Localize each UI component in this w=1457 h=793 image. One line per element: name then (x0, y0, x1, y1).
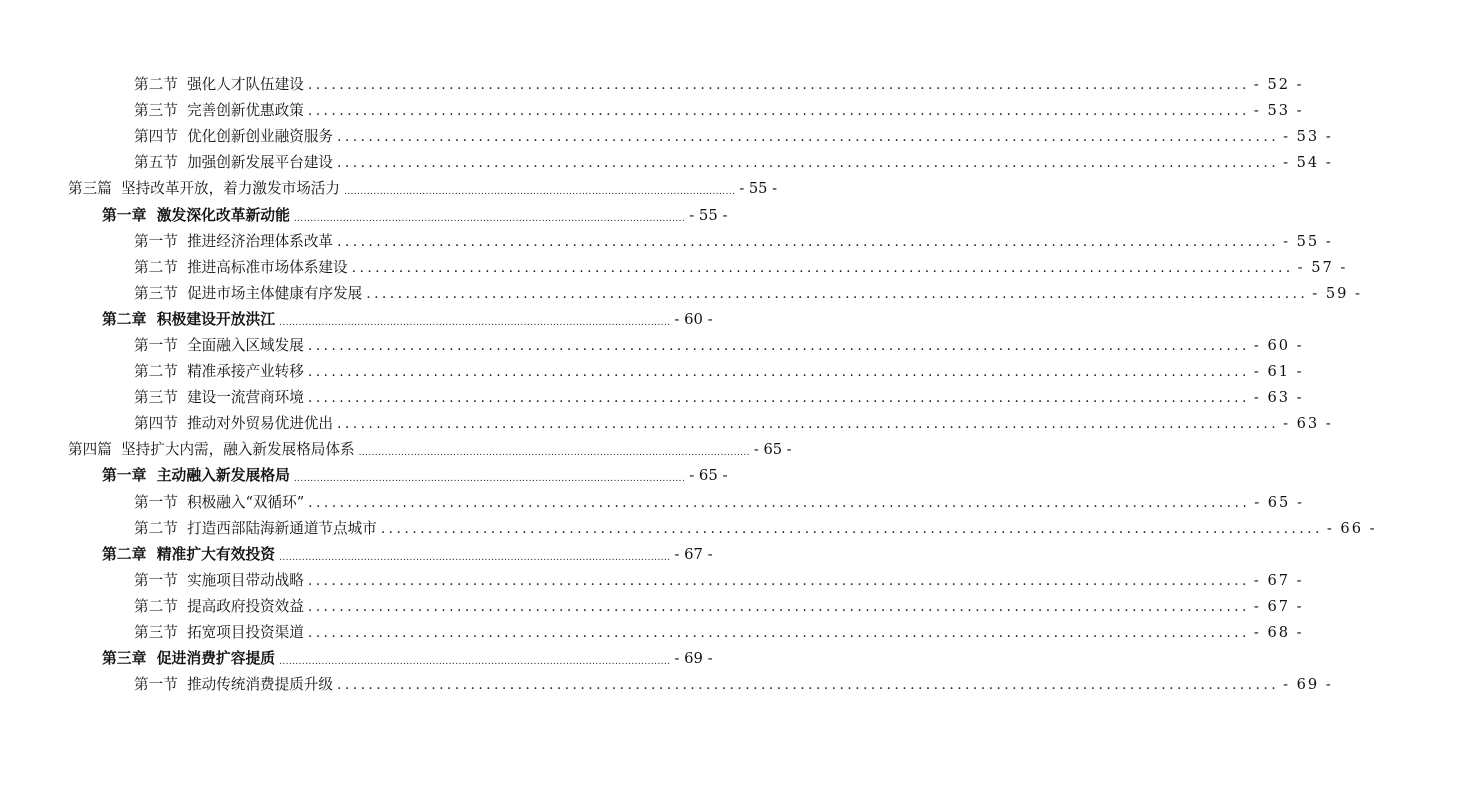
entry-label: 第一章 (102, 206, 147, 224)
entry-title: 坚持扩大内需，融入新发展格局体系 (121, 441, 355, 459)
page-number: - 66 - (1326, 519, 1377, 537)
dot-leader: ........................................................................................................................ (307, 625, 1250, 642)
page-number: - 55 - (1283, 232, 1333, 250)
page-number: - 53 - (1283, 128, 1333, 146)
toc-entry[interactable] (0, 516, 1377, 542)
page-number: - 55 - (739, 180, 778, 198)
toc-entry[interactable] (0, 307, 713, 333)
entry-title: 优化创新创业融资服务 (187, 128, 334, 146)
dot-leader: ........................................................................................................................ (307, 77, 1250, 94)
dot-leader: ........................................................................................................................ (358, 448, 750, 459)
entry-title: 提高政府投资效益 (187, 597, 304, 615)
dot-leader: ........................................................................................................................ (279, 552, 671, 563)
toc-entry[interactable] (0, 542, 713, 568)
toc-entry[interactable] (0, 411, 1333, 437)
entry-label: 第三节 (134, 624, 178, 642)
entry-label: 第二节 (134, 597, 178, 615)
entry-title: 促进消费扩容提质 (156, 650, 276, 668)
page-number: - 53 - (1253, 102, 1304, 120)
page-number: - 52 - (1253, 76, 1304, 94)
dot-leader: ........................................................................................................................ (293, 213, 686, 224)
entry-label: 第二节 (134, 363, 178, 381)
entry-title: 加强创新发展平台建设 (187, 154, 334, 172)
dot-leader: ........................................................................................................................ (293, 474, 686, 485)
entry-title: 拓宽项目投资渠道 (187, 624, 304, 642)
toc-entry[interactable] (0, 202, 728, 228)
toc-entry[interactable] (0, 150, 1333, 176)
entry-label: 第一节 (134, 493, 178, 511)
table-of-contents (0, 72, 1377, 698)
page-number: - 69 - (674, 650, 713, 668)
entry-title: 强化人才队伍建设 (187, 76, 304, 94)
entry-label: 第一章 (102, 467, 147, 485)
entry-title: 全面融入区域发展 (187, 336, 304, 354)
toc-entry[interactable] (0, 255, 1348, 281)
toc-entry[interactable] (0, 385, 1304, 411)
dot-leader: ........................................................................................................................ (337, 155, 1280, 172)
page-number: - 65 - (753, 441, 792, 459)
entry-label: 第二章 (102, 545, 147, 563)
dot-leader: ........................................................................................................................ (344, 187, 736, 198)
entry-label: 第三篇 (68, 180, 112, 198)
dot-leader: ........................................................................................................................ (337, 677, 1280, 694)
dot-leader: ........................................................................................................................ (308, 494, 1251, 511)
toc-entry[interactable] (0, 568, 1304, 594)
page-number: - 61 - (1253, 363, 1304, 381)
entry-title: 坚持改革开放，着力激发市场活力 (121, 180, 340, 198)
entry-title: 积极融入“双循环” (187, 493, 305, 511)
dot-leader: ........................................................................................................................ (307, 337, 1250, 354)
entry-label: 第二节 (134, 76, 178, 94)
toc-entry[interactable] (0, 359, 1304, 385)
entry-title: 实施项目带动战略 (187, 571, 304, 589)
entry-label: 第四篇 (68, 441, 112, 459)
toc-entry[interactable] (0, 98, 1304, 124)
toc-entry[interactable] (0, 437, 792, 463)
entry-label: 第二章 (102, 310, 147, 328)
page-number: - 59 - (1312, 284, 1362, 302)
toc-entry[interactable] (0, 463, 728, 489)
toc-entry[interactable] (0, 72, 1304, 98)
dot-leader: ........................................................................................................................ (337, 233, 1280, 250)
page-number: - 65 - (689, 467, 728, 485)
dot-leader: ........................................................................................................................ (307, 572, 1250, 589)
entry-title: 建设一流营商环境 (187, 389, 304, 407)
page-number: - 63 - (1253, 389, 1304, 407)
entry-title: 促进市场主体健康有序发展 (187, 284, 363, 302)
entry-title: 推进高标准市场体系建设 (187, 258, 348, 276)
dot-leader: ........................................................................................................................ (337, 416, 1280, 433)
entry-label: 第一节 (134, 232, 178, 250)
entry-label: 第五节 (134, 154, 178, 172)
entry-label: 第一节 (134, 676, 178, 694)
dot-leader: ........................................................................................................................ (351, 259, 1294, 276)
page-number: - 69 - (1283, 676, 1333, 694)
toc-entry[interactable] (0, 594, 1304, 620)
entry-label: 第三章 (102, 650, 147, 668)
entry-label: 第二节 (134, 258, 178, 276)
page-number: - 63 - (1283, 415, 1333, 433)
page-number: - 60 - (1253, 336, 1304, 354)
page-number: - 68 - (1253, 624, 1304, 642)
dot-leader: ........................................................................................................................ (307, 390, 1250, 407)
toc-entry[interactable] (0, 176, 778, 202)
entry-title: 推动传统消费提质升级 (187, 676, 334, 694)
entry-label: 第一节 (134, 336, 178, 354)
entry-label: 第二节 (134, 519, 178, 537)
toc-entry[interactable] (0, 620, 1304, 646)
page-number: - 54 - (1283, 154, 1333, 172)
entry-label: 第三节 (134, 389, 178, 407)
page-number: - 67 - (1253, 571, 1304, 589)
entry-label: 第三节 (134, 102, 178, 120)
toc-entry[interactable] (0, 281, 1362, 307)
toc-entry[interactable] (0, 124, 1333, 150)
entry-title: 推进经济治理体系改革 (187, 232, 334, 250)
entry-title: 精准扩大有效投资 (156, 545, 276, 563)
page-number: - 65 - (1254, 493, 1304, 511)
entry-title: 打造西部陆海新通道节点城市 (187, 519, 377, 537)
entry-title: 激发深化改革新动能 (156, 206, 290, 224)
dot-leader: ........................................................................................................................ (307, 364, 1250, 381)
page-number: - 60 - (674, 310, 713, 328)
page-number: - 57 - (1297, 258, 1348, 276)
entry-title: 完善创新优惠政策 (187, 102, 304, 120)
entry-title: 主动融入新发展格局 (156, 467, 290, 485)
page-number: - 67 - (1253, 597, 1304, 615)
entry-title: 积极建设开放洪江 (156, 310, 276, 328)
toc-entry[interactable] (0, 333, 1304, 359)
dot-leader: ........................................................................................................................ (337, 129, 1280, 146)
dot-leader: ........................................................................................................................ (380, 520, 1323, 537)
entry-title: 精准承接产业转移 (187, 363, 304, 381)
page-number: - 55 - (689, 206, 728, 224)
toc-entry[interactable] (0, 672, 1333, 698)
toc-entry[interactable] (0, 490, 1304, 516)
page-number: - 67 - (674, 545, 713, 563)
dot-leader: ........................................................................................................................ (307, 103, 1250, 120)
dot-leader: ........................................................................................................................ (279, 317, 671, 328)
entry-label: 第四节 (134, 415, 178, 433)
entry-label: 第三节 (134, 284, 178, 302)
dot-leader: ........................................................................................................................ (307, 598, 1250, 615)
dot-leader: ........................................................................................................................ (366, 285, 1309, 302)
entry-label: 第四节 (134, 128, 178, 146)
toc-entry[interactable] (0, 229, 1333, 255)
entry-label: 第一节 (134, 571, 178, 589)
toc-entry[interactable] (0, 646, 713, 672)
entry-title: 推动对外贸易优进优出 (187, 415, 334, 433)
dot-leader: ........................................................................................................................ (279, 657, 671, 668)
